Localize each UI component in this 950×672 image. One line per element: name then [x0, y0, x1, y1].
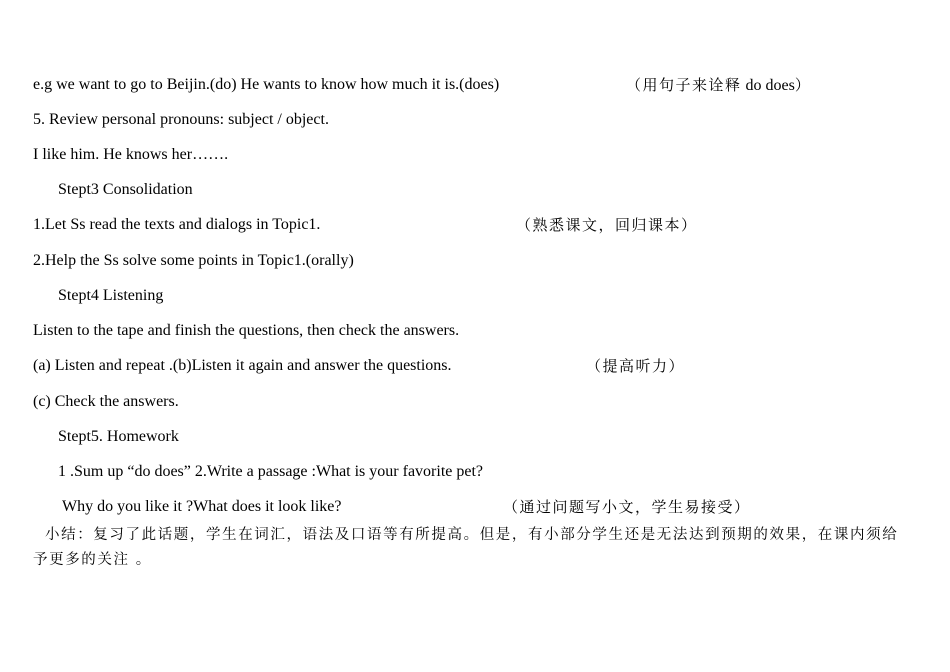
step4-instruction: Listen to the tape and finish the questions, then check the answers.	[33, 322, 460, 339]
step3-heading: Stept3 Consolidation	[58, 181, 193, 198]
step4-item-ab: (a) Listen and repeat .(b)Listen it again and answer the questions.	[33, 357, 452, 374]
step3-item-1: 1.Let Ss read the texts and dialogs in Topic1.	[33, 216, 321, 233]
note-listening: （提高听力）	[586, 357, 686, 375]
note-writing: （通过问题写小文，学生易接受）	[503, 498, 751, 516]
summary-text: 小结：复习了此话题，学生在词汇，语法及口语等有所提高。但是，有小部分学生还是无法达到预期的效果，在课内须给予更多的关注 。	[33, 527, 899, 568]
note-do-does-close: ）	[794, 76, 812, 94]
step4-item-c: (c) Check the answers.	[33, 393, 179, 410]
homework-item-1: 1 .Sum up “do does” 2.Write a passage :What is your favorite pet?	[58, 463, 484, 480]
note-do-does-text: （用句子来诠释	[626, 76, 742, 94]
pronoun-example-line: I like him. He knows her…….	[33, 146, 229, 163]
example-line: e.g we want to go to Beijin.(do) He wants to know how much it is.(does)	[33, 76, 500, 93]
note-do-does	[626, 75, 811, 96]
step3-item-2: 2.Help the Ss solve some points in Topic1.(orally)	[33, 252, 354, 269]
summary-paragraph	[33, 523, 903, 573]
step4-heading: Stept4 Listening	[58, 287, 164, 304]
homework-item-2: Why do you like it ?What does it look like?	[62, 498, 342, 515]
review-pronouns-line: 5. Review personal pronouns: subject / object.	[33, 111, 329, 128]
note-do-does-latin: do does	[741, 77, 795, 94]
step5-heading: Stept5. Homework	[58, 428, 179, 445]
note-familiar-text: （熟悉课文，回归课本）	[516, 216, 698, 234]
